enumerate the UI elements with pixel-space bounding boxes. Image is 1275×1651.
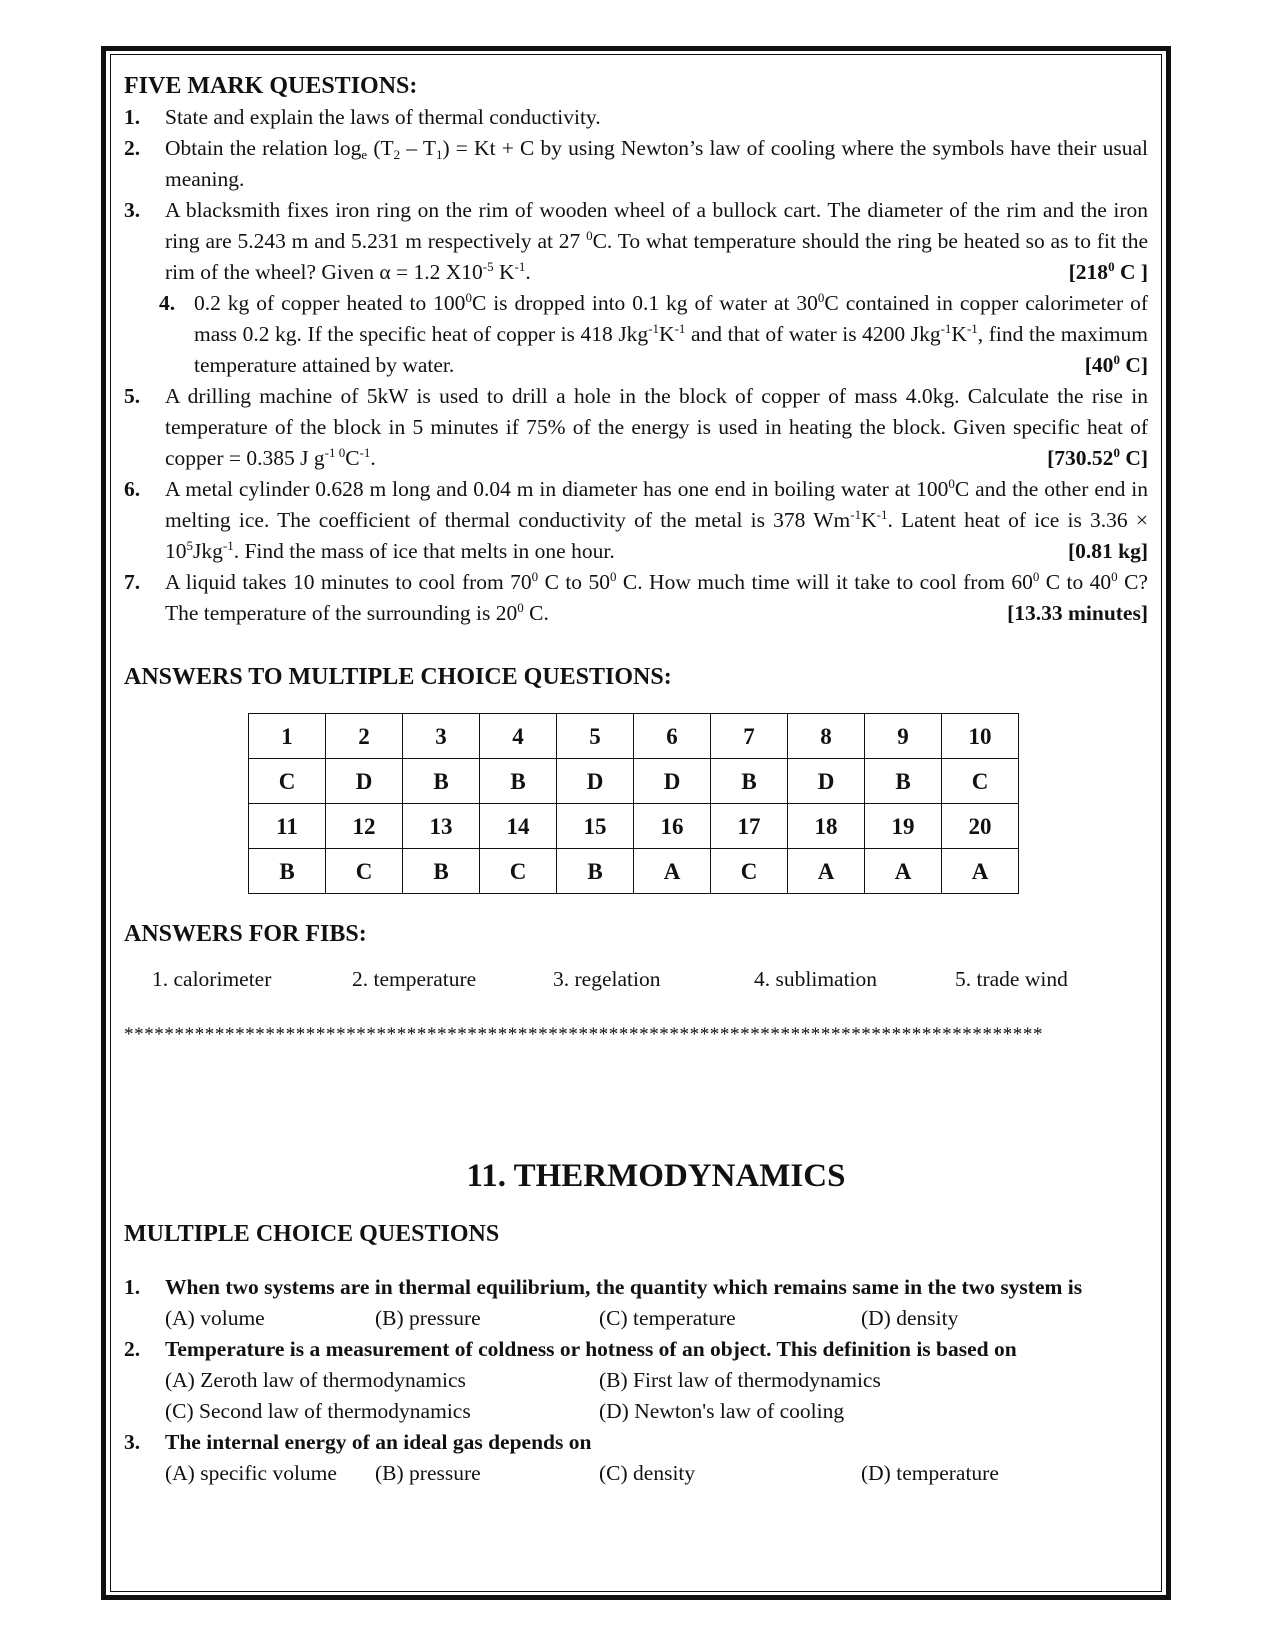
question-number: 7. xyxy=(124,570,141,594)
answer-label: [730.52$^0$ C] xyxy=(1047,445,1148,470)
mcq-answers-heading: ANSWERS TO MULTIPLE CHOICE QUESTIONS: xyxy=(124,664,672,690)
five-mark-question-4 xyxy=(124,288,1148,381)
table-cell: C xyxy=(480,849,557,894)
question-text: When two systems are in thermal equilibrium, the quantity which remains same in the two system is xyxy=(165,1275,1083,1299)
table-cell: C xyxy=(942,759,1019,804)
question-text: A drilling machine of 5kW is used to drill a hole in the block of copper of mass 4.0kg. Calculate the rise in temperature of the block in 5 minutes if 75% of the energy is used in heating the block. Given specific heat of copper = 0.385 J $g^{-1 0}C^{-1}$. [730.52$^0$ C] xyxy=(165,381,1148,474)
table-cell: B xyxy=(865,759,942,804)
table-cell: D xyxy=(557,759,634,804)
table-cell: B xyxy=(403,759,480,804)
table-row xyxy=(249,714,1019,759)
mcq-answer-table xyxy=(248,713,1019,894)
table-cell: 6 xyxy=(634,714,711,759)
question-number: 5. xyxy=(124,384,141,408)
table-row xyxy=(249,804,1019,849)
table-cell: 20 xyxy=(942,804,1019,849)
option: (B) pressure xyxy=(375,1461,481,1485)
table-cell: D xyxy=(326,759,403,804)
option: (D) density xyxy=(861,1306,959,1330)
fib-answer: 2. temperature xyxy=(352,967,477,991)
table-cell: A xyxy=(788,849,865,894)
question-number: 1. xyxy=(124,105,141,129)
fib-answer: 5. trade wind xyxy=(955,967,1068,991)
option: (D) temperature xyxy=(861,1461,999,1485)
answer-label: [$40^0$ C] xyxy=(1084,352,1148,377)
mcq-question-1 xyxy=(124,1272,1148,1303)
page-content xyxy=(124,70,1148,1489)
option: (C) density xyxy=(599,1461,696,1485)
mcq-question-2 xyxy=(124,1334,1148,1365)
mcq-question-list xyxy=(124,1272,1148,1489)
table-cell: 17 xyxy=(711,804,788,849)
table-cell: A xyxy=(865,849,942,894)
table-cell: C xyxy=(249,759,326,804)
table-cell: 3 xyxy=(403,714,480,759)
question-number: 3. xyxy=(124,1430,141,1454)
table-cell: 12 xyxy=(326,804,403,849)
table-cell: 7 xyxy=(711,714,788,759)
question-text: Obtain the relation $\log_e (T_2 - T_1) = Kt + C$ by using Newton’s law of cooling where the symbols have their usual meaning. xyxy=(165,136,1149,191)
table-row xyxy=(249,759,1019,804)
mcq-options-3 xyxy=(124,1458,1148,1489)
fibs-answers xyxy=(124,964,1148,995)
option: (A) volume xyxy=(165,1306,265,1330)
table-cell: 19 xyxy=(865,804,942,849)
question-text: 0.2 kg of copper heated to $100^0C$ is dropped into 0.1 kg of water at $30^0C$ contained in copper calorimeter of mass 0.2 kg. If the specific heat of copper is 418 $Jkg^{-1}K^{-1}$ and that of water is 4200 $Jkg^{-1}K^{-1}$, find the maximum temperature attained by water. [$40^0$ C] xyxy=(194,288,1148,381)
mcq-options-2b xyxy=(124,1396,1148,1427)
table-cell: 14 xyxy=(480,804,557,849)
table-cell: 5 xyxy=(557,714,634,759)
table-cell: 11 xyxy=(249,804,326,849)
option: (C) Second law of thermodynamics xyxy=(165,1399,471,1423)
five-mark-question-3 xyxy=(124,195,1148,288)
table-cell: D xyxy=(634,759,711,804)
option: (A) specific volume xyxy=(165,1461,337,1485)
table-cell: 16 xyxy=(634,804,711,849)
five-mark-question-2 xyxy=(124,133,1148,195)
table-cell: 13 xyxy=(403,804,480,849)
table-cell: B xyxy=(711,759,788,804)
question-number: 4. xyxy=(159,291,176,315)
table-cell: 4 xyxy=(480,714,557,759)
table-cell: A xyxy=(634,849,711,894)
five-mark-question-1 xyxy=(124,102,1148,133)
table-cell: D xyxy=(788,759,865,804)
answer-label: [$218^0$ C ] xyxy=(1068,259,1148,284)
section-divider: ******************************************************************************************* xyxy=(124,1024,1044,1045)
mcq-subheading: MULTIPLE CHOICE QUESTIONS xyxy=(124,1221,500,1247)
table-cell: 8 xyxy=(788,714,865,759)
answer-label: [13.33 minutes] xyxy=(1007,601,1148,625)
table-cell: 9 xyxy=(865,714,942,759)
table-cell: B xyxy=(249,849,326,894)
table-cell: B xyxy=(403,849,480,894)
table-cell: 10 xyxy=(942,714,1019,759)
table-cell: A xyxy=(942,849,1019,894)
option: (B) First law of thermodynamics xyxy=(599,1368,881,1392)
table-cell: B xyxy=(480,759,557,804)
chapter-title: 11. THERMODYNAMICS xyxy=(466,1158,846,1194)
question-text: Temperature is a measurement of coldness or hotness of an object. This definition is based on xyxy=(165,1337,1017,1361)
question-text: A metal cylinder 0.628 m long and 0.04 m in diameter has one end in boiling water at $100^0C$ and the other end in melting ice. The coefficient of thermal conductivity of the metal is 378 $Wm^{-1}K^{-1}$. Latent heat of ice is $3.36 \times 10^5Jkg^{-1}$. Find the mass of ice that melts in one hour. [0.81 kg] xyxy=(165,474,1148,567)
answer-label: [0.81 kg] xyxy=(1067,539,1148,563)
mcq-options-1 xyxy=(124,1303,1148,1334)
five-mark-question-7 xyxy=(124,567,1148,629)
five-mark-heading: FIVE MARK QUESTIONS: xyxy=(124,73,418,99)
five-mark-question-5 xyxy=(124,381,1148,474)
question-text: A liquid takes 10 minutes to cool from $70^0$ C to $50^0$ C. How much time will it take to cool from $60^0$ C to $40^0$ C? The temperature of the surrounding is $20^0$ C. [13.33 minutes] xyxy=(165,567,1148,629)
question-number: 3. xyxy=(124,198,141,222)
fib-answer: 1. calorimeter xyxy=(152,967,272,991)
mcq-options-2a xyxy=(124,1365,1148,1396)
five-mark-question-6 xyxy=(124,474,1148,567)
option: (B) pressure xyxy=(375,1306,481,1330)
table-cell: B xyxy=(557,849,634,894)
table-cell: C xyxy=(711,849,788,894)
table-cell: 2 xyxy=(326,714,403,759)
table-cell: 18 xyxy=(788,804,865,849)
option: (D) Newton's law of cooling xyxy=(599,1399,845,1423)
option: (A) Zeroth law of thermodynamics xyxy=(165,1368,466,1392)
table-cell: 1 xyxy=(249,714,326,759)
question-text: State and explain the laws of thermal conductivity. xyxy=(165,105,601,129)
question-number: 1. xyxy=(124,1275,141,1299)
fib-answer: 4. sublimation xyxy=(754,967,878,991)
mcq-question-3 xyxy=(124,1427,1148,1458)
question-text: A blacksmith fixes iron ring on the rim of wooden wheel of a bullock cart. The diameter of the rim and the iron ring are 5.243 m and 5.231 m respectively at 27 $^0$C. To what temperature should the ring be heated so as to fit the rim of the wheel? Given α = 1.2 $X10^{-5}$ $K^{-1}$. [$218^0$ C ] xyxy=(165,195,1148,288)
question-number: 6. xyxy=(124,477,141,501)
table-cell: 15 xyxy=(557,804,634,849)
table-row xyxy=(249,849,1019,894)
question-text: The internal energy of an ideal gas depends on xyxy=(165,1430,592,1454)
fibs-heading: ANSWERS FOR FIBS: xyxy=(124,921,367,947)
question-number: 2. xyxy=(124,1337,141,1361)
question-number: 2. xyxy=(124,136,141,160)
option: (C) temperature xyxy=(599,1306,736,1330)
table-cell: C xyxy=(326,849,403,894)
fib-answer: 3. regelation xyxy=(553,967,661,991)
